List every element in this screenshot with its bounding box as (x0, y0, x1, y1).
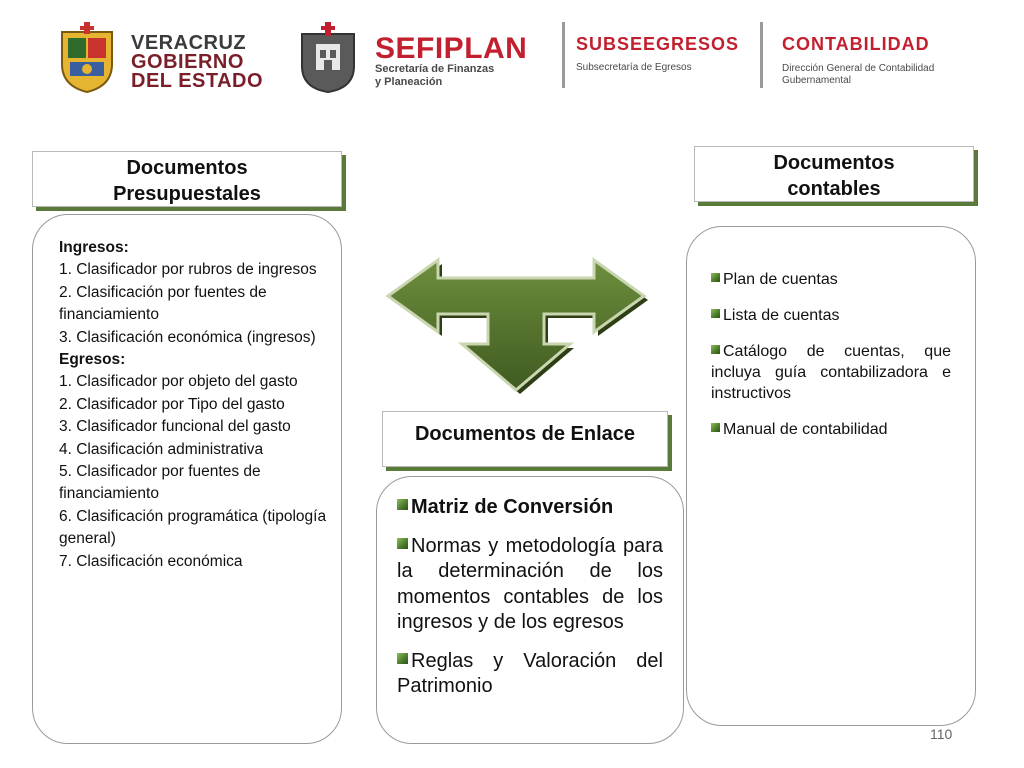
sefiplan-sub-2: y Planeación (375, 76, 443, 88)
presupuestales-line: 1. Clasificador por rubros de ingresos (59, 261, 317, 279)
enlace-item (397, 495, 663, 521)
square-bullet-icon (397, 538, 408, 549)
contabilidad-title: CONTABILIDAD (782, 34, 930, 54)
square-bullet-icon (711, 273, 720, 282)
header-divider (760, 22, 763, 88)
veracruz-shield-icon (56, 22, 118, 94)
contables-item-text: Manual de contabilidad (723, 421, 888, 438)
veracruz-line-1: VERACRUZ (131, 32, 247, 54)
square-bullet-icon (397, 653, 408, 664)
contables-item-text: Plan de cuentas (723, 271, 838, 288)
contables-item (711, 341, 951, 404)
connector-arrow (376, 254, 656, 399)
veracruz-line-3: DEL ESTADO (131, 70, 264, 92)
enlace-title: Documentos de Enlace (414, 423, 636, 445)
presupuestales-line: 2. Clasificación por fuentes de financiamiento (59, 283, 267, 324)
enlace-item (397, 534, 663, 636)
veracruz-line-2: GOBIERNO (131, 51, 244, 73)
presupuestales-line: 7. Clasificación económica (59, 552, 243, 570)
contables-item-text: Lista de cuentas (723, 307, 840, 324)
subseegresos-subtitle: Subsecretaría de Egresos (576, 62, 692, 73)
square-bullet-icon (711, 309, 720, 318)
square-bullet-icon (711, 423, 720, 432)
presupuestales-line: 6. Clasificación programática (tipología general) (59, 507, 327, 548)
contables-item (711, 419, 951, 440)
contables-title-box (694, 146, 974, 202)
presupuestales-line: 1. Clasificador por objeto del gasto (59, 373, 298, 391)
presupuestales-title-box (32, 151, 342, 207)
contables-title-line-1: Documentos (773, 152, 895, 174)
enlace-item (397, 649, 663, 700)
presupuestales-line: 3. Clasificador funcional del gasto (59, 418, 291, 436)
header-divider (562, 22, 565, 88)
sefiplan-sub-1: Secretaría de Finanzas (375, 63, 495, 75)
contables-item (711, 269, 951, 290)
three-way-arrow-icon (376, 254, 656, 394)
page-number: 110 (930, 726, 953, 742)
enlace-panel (376, 476, 684, 744)
enlace-title-box (382, 411, 668, 467)
contabilidad-sub-2: Gubernamental (782, 75, 851, 86)
presupuestales-line: Ingresos: (59, 239, 129, 256)
enlace-item-text: Normas y metodología para la determinación de los momentos contables de los ingresos y de los egresos (397, 534, 663, 633)
presupuestales-line: 3. Clasificación económica (ingresos) (59, 328, 316, 346)
square-bullet-icon (711, 345, 720, 354)
contables-item-text: Catálogo de cuentas, que incluya guía contabilizadora e instructivos (711, 343, 951, 402)
presupuestales-line: 5. Clasificador por fuentes de financiamiento (59, 463, 261, 503)
subseegresos-title: SUBSEEGRESOS (576, 34, 740, 54)
presupuestales-line: 2. Clasificador por Tipo del gasto (59, 395, 285, 413)
contables-title-line-2: contables (787, 178, 881, 200)
contables-item (711, 305, 951, 326)
presupuestales-line: 4. Clasificación administrativa (59, 440, 264, 458)
square-bullet-icon (397, 499, 408, 510)
presupuestales-line: Egresos: (59, 351, 126, 369)
presupuestales-panel (32, 214, 342, 744)
enlace-item-text: Reglas y Valoración del Patrimonio (397, 649, 663, 697)
contabilidad-sub-1: Dirección General de Contabilidad (782, 63, 935, 74)
presupuestales-title-line-2: Presupuestales (113, 183, 261, 205)
presupuestales-title-line-1: Documentos (126, 157, 248, 179)
enlace-item-text: Matriz de Conversión (411, 496, 614, 518)
sefiplan-shield-icon (296, 22, 360, 94)
contables-panel (686, 226, 976, 726)
sefiplan-title: SEFIPLAN (375, 32, 528, 65)
